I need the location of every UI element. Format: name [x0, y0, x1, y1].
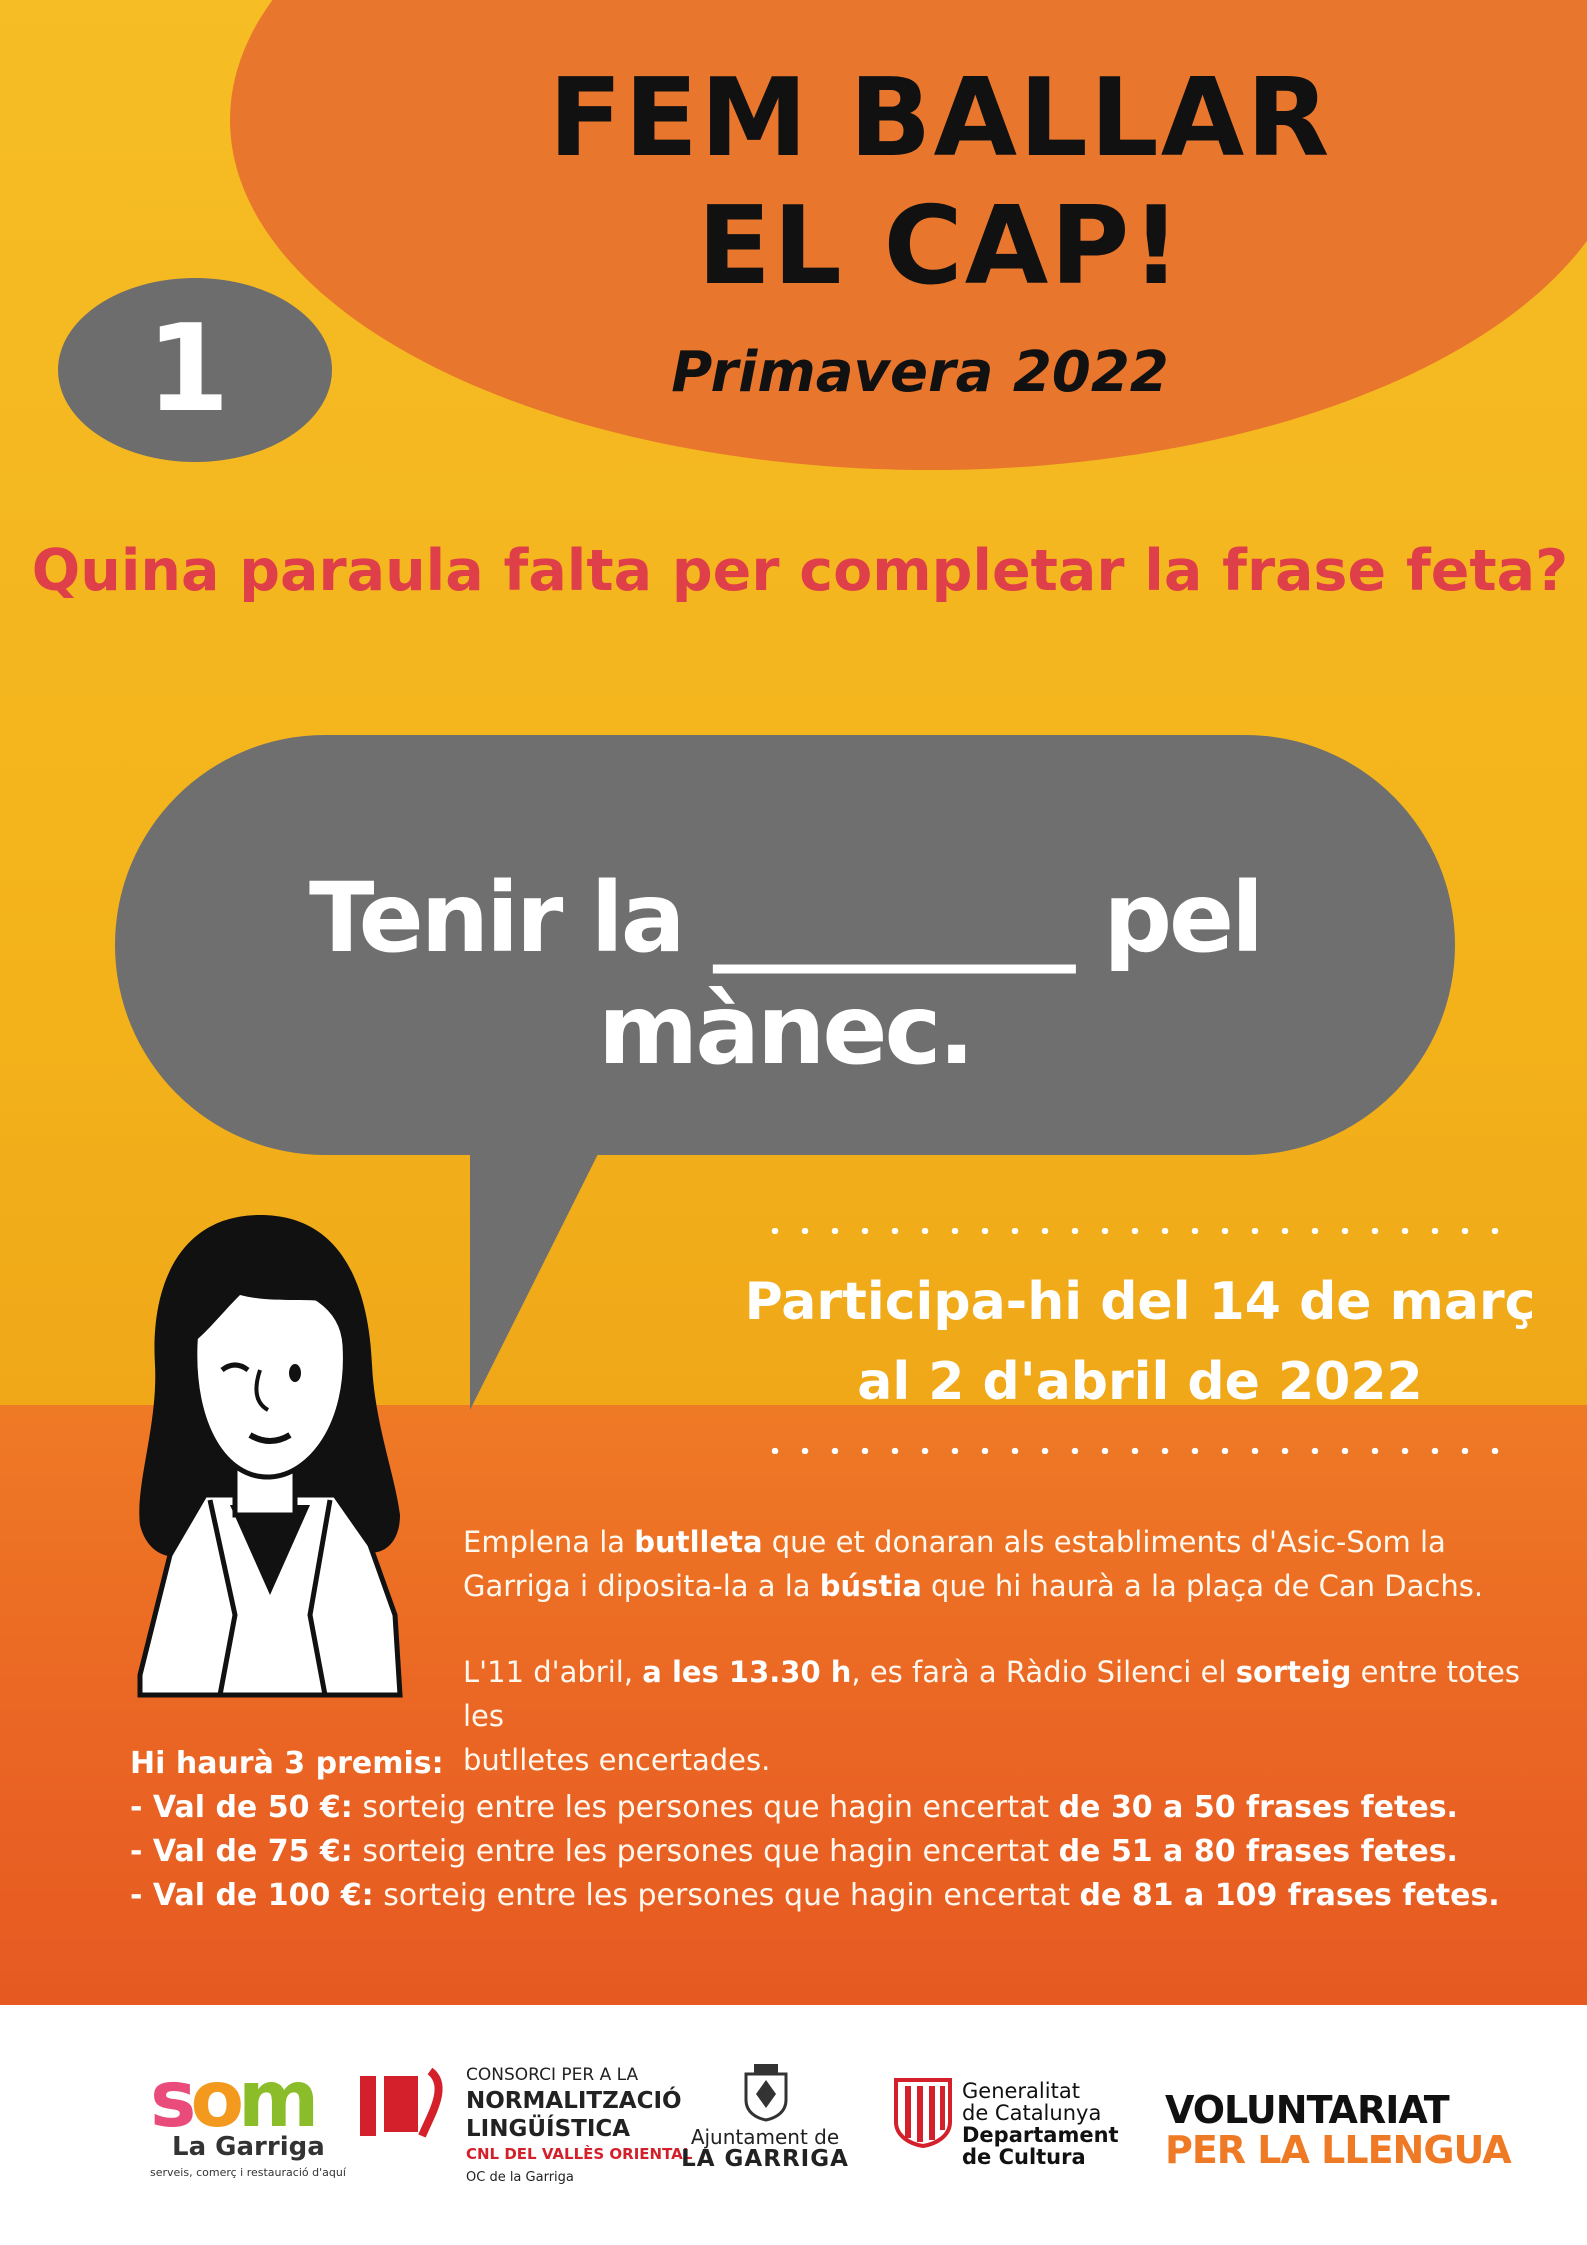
question-text: Quina paraula falta per completar la frase feta?: [31, 538, 1569, 604]
prize-text: sorteig entre les persones que hagin encertat: [352, 1834, 1059, 1869]
som-logo-m: m: [238, 2055, 314, 2145]
cnl-line: LINGÜÍSTICA: [466, 2116, 631, 2142]
prize-label: - Val de 100 €:: [130, 1878, 374, 1913]
ajuntament-line: Ajuntament de: [690, 2125, 840, 2149]
cnl-logo-text: [466, 2064, 692, 2189]
cnl-line: CONSORCI PER A LA: [466, 2065, 639, 2085]
prizes-heading-text: Hi haurà 3 premis:: [130, 1746, 444, 1781]
text-span: Garriga i diposita-la a la: [463, 1569, 820, 1603]
voluntariat-line: VOLUNTARIAT: [1165, 2088, 1449, 2132]
participation-dates: [740, 1262, 1540, 1422]
som-logo-o: o: [190, 2055, 239, 2145]
cnl-line: NORMALITZACIÓ: [466, 2088, 682, 2114]
som-place: La Garriga: [172, 2132, 325, 2162]
woman-illustration: [110, 1195, 430, 1715]
prizes-heading: [130, 1742, 1550, 1786]
som-logo-s: s: [150, 2055, 191, 2145]
title-line-2: EL CAP!: [697, 184, 1183, 309]
text-span: que hi haurà a la plaça de Can Dachs.: [921, 1569, 1484, 1603]
generalitat-logo-text: [962, 2080, 1119, 2168]
prize-item: [130, 1830, 1550, 1874]
generalitat-crest-icon: [892, 2076, 954, 2148]
dates-line-1: Participa-hi del 14 de març: [744, 1272, 1536, 1332]
issue-number: 1: [146, 300, 230, 439]
ajuntament-line: LA GARRIGA: [681, 2146, 849, 2172]
poster-subtitle: Primavera 2022: [671, 340, 1169, 405]
text-span: L'11 d'abril,: [463, 1655, 643, 1689]
prize-text: sorteig entre les persones que hagin encertat: [373, 1878, 1080, 1913]
prize-text: sorteig entre les persones que hagin encertat: [352, 1790, 1059, 1825]
cnl-logo-icon: [360, 2066, 460, 2146]
dotted-divider-bottom: [760, 1448, 1520, 1454]
text-span: , es farà a Ràdio Silenci el: [851, 1655, 1236, 1689]
text-span: Emplena la: [463, 1525, 635, 1559]
cnl-line: OC de la Garriga: [466, 2170, 574, 2185]
text-span: butlletes encertades.: [463, 1743, 771, 1777]
prize-label: - Val de 75 €:: [130, 1834, 353, 1869]
title-line-1: FEM BALLAR: [548, 56, 1332, 181]
generalitat-line: Generalitat: [962, 2079, 1080, 2103]
bold-span: a les 13.30 h: [642, 1655, 852, 1689]
text-span: que et donaran als establiments d'Asic-Som la: [762, 1525, 1446, 1559]
prize-range: de 51 a 80 frases fetes.: [1058, 1834, 1458, 1869]
dates-line-2: al 2 d'abril de 2022: [857, 1352, 1423, 1412]
ajuntament-logo-text: [680, 2126, 850, 2170]
prize-item: [130, 1786, 1550, 1830]
dotted-divider-top: [760, 1228, 1520, 1234]
prize-range: de 81 a 109 frases fetes.: [1079, 1878, 1500, 1913]
voluntariat-line: PER LA LLENGUA: [1165, 2128, 1511, 2172]
text-span: entre totes les: [463, 1655, 1520, 1733]
prize-item: [130, 1874, 1550, 1918]
voluntariat-logo: [1165, 2090, 1511, 2170]
prize-range: de 30 a 50 frases fetes.: [1058, 1790, 1458, 1825]
generalitat-line: de Catalunya: [962, 2101, 1102, 2125]
phrase-text: Tenir la ________ pel mànec.: [308, 862, 1262, 1086]
prizes-section: [130, 1742, 1550, 1918]
generalitat-line: Departament: [962, 2123, 1119, 2147]
cnl-line: CNL DEL VALLÈS ORIENTAL: [466, 2145, 693, 2163]
bold-span: bústia: [819, 1569, 922, 1603]
la-garriga-crest-icon: [738, 2060, 794, 2122]
generalitat-line: de Cultura: [962, 2145, 1086, 2169]
som-tagline: serveis, comerç i restauració d'aquí: [150, 2166, 346, 2179]
prize-label: - Val de 50 €:: [130, 1790, 353, 1825]
instructions-paragraph-1: [463, 1520, 1553, 1608]
bold-span: butlleta: [634, 1525, 763, 1559]
bold-span: sorteig: [1235, 1655, 1352, 1689]
